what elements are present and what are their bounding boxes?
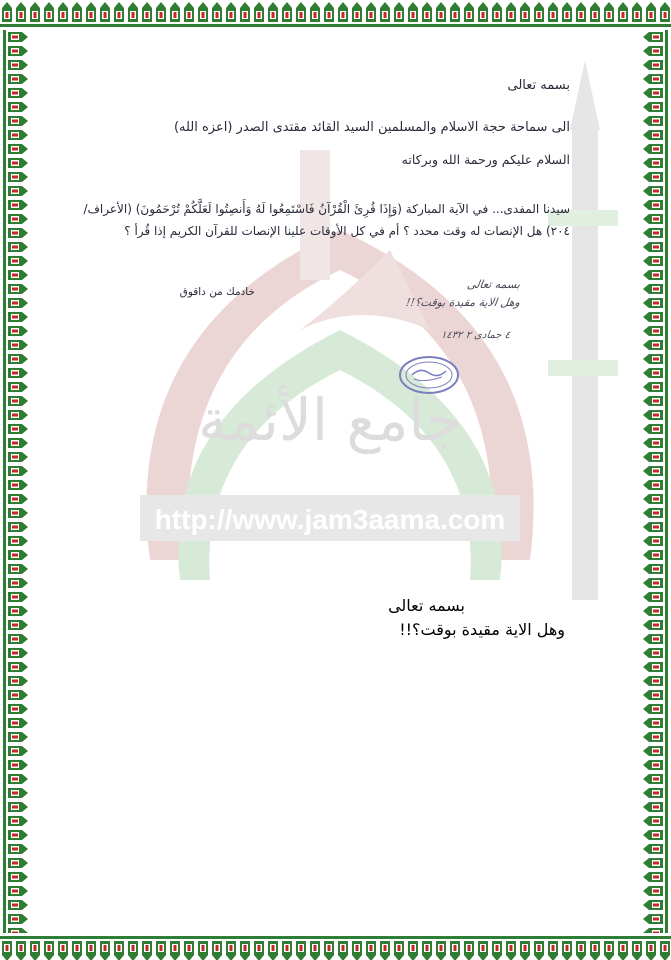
border-bottom (0, 933, 671, 960)
watermark-logo-text: جامع الأئمة (198, 386, 462, 454)
seal-stamp (398, 355, 460, 395)
reply-salutation: بسمه تعالى (388, 596, 465, 615)
border-left (0, 30, 30, 933)
handwritten-date: ٤ جمادى ٢ ١٤٣٢ (440, 330, 511, 341)
handwritten-salutation: بسمه تعالى (466, 278, 521, 291)
watermark-url: http://www.jam3aama.com (154, 504, 506, 535)
letter-addressee: الى سماحة حجة الاسلام والمسلمين السيد القائد مقتدى الصدر (اعزه الله) (173, 120, 570, 135)
border-right (641, 30, 671, 933)
handwritten-reply: وهل الاية مقيدة بوقت؟!! (405, 296, 521, 309)
letter-sender: خادمك من داقوق (179, 286, 255, 298)
reply-answer: وهل الاية مقيدة بوقت؟!! (399, 620, 565, 639)
letter-salutation: بسمه تعالى (507, 78, 570, 93)
letter-greeting: السلام عليكم ورحمة الله وبركاته (401, 152, 570, 167)
letter-question: سيدنا المفدى... في الآية المباركة (وَإِذَا قُرِئَ الْقُرْآنُ فَاسْتَمِعُوا لَهُ وَأَنصِتُوا لَعَلَّكُمْ تُرْحَمُونَ) (الأعراف/٢٠٤) هل الإنصات له وقت محدد ؟ أم في كل الأوقات علينا الإنصات للقرآن الكريم إذا قُرأ ؟ (83, 202, 570, 238)
border-top (0, 0, 671, 30)
